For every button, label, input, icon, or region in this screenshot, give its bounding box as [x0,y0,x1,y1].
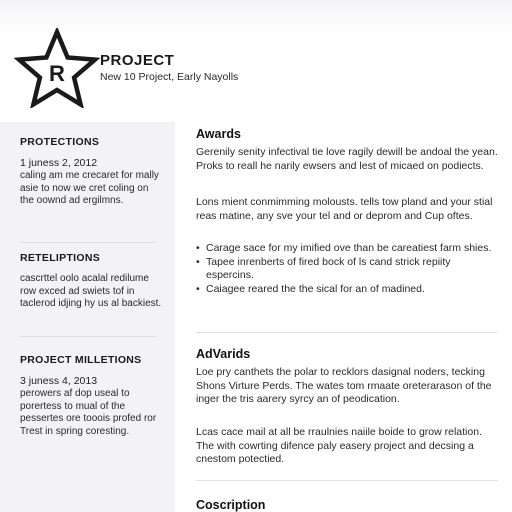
sidebar-text: perowers af dop useal to porertess to mual of the pessertes ore tooois profed ror Trest in spring coresting. [20,388,157,437]
section-title-awards: Awards [196,127,241,141]
sidebar-date: 1 juness 2, 2012 [20,157,98,169]
project-subtitle: New 10 Project, Early Nayolls [100,71,239,83]
advarids-paragraph-1: Loe pry canthets the polar to recklors dasignal noders, tecking Shons Virture Perds. The wates tom rmaate oreterarason of the inger the tris aarery syrcy an of peodication. [196,366,492,405]
sidebar-heading: RETELIPTIONS [20,252,101,264]
sidebar-section-reteliptions [20,252,162,311]
section-title-advarids: AdVarids [196,347,251,361]
sidebar-divider [20,336,156,337]
list-item: • Caiagee reared the the sical for an of madined. [196,283,498,297]
sidebar-heading: PROJECT MILLETIONS [20,354,142,366]
sidebar-section-protections [20,136,162,208]
advarids-paragraph-2: Lcas cace mail at all be rraulnies naiile boide to grow relation. The with cowrting difence paly easery project and decsing a cnestom potectied. [196,426,482,465]
section-title-coscription: Coscription [196,498,266,512]
sidebar-date: 3 juness 4, 2013 [20,375,98,387]
awards-paragraph-1: Gerenily senity infectival tie love ragily dewill be andoal the yean. Proks to reall he narily ewsers and lest of micaed on podiects. [196,146,498,172]
section-divider [196,332,498,333]
sidebar-divider [20,242,156,243]
star-outline-icon [14,28,100,108]
sidebar [0,122,175,512]
logo-letter: R [49,61,65,86]
sidebar-heading: PROTECTIONS [20,136,100,148]
header [0,0,512,122]
sidebar-text: caling am me crecaret for mally asie to now we cret coling on the oownd ad ergilmns. [20,170,159,206]
project-title: PROJECT [100,52,175,69]
sidebar-text: cascrttel oolo acalal redilume row exced ad swiets tof in taclerod idjing hy us al backiest. [20,273,162,309]
awards-bullet-list [196,242,498,296]
awards-paragraph-2: Lons mient conmimming molousts. tells tow pland and your stial reas matine, any sve your tel and or deprom and Cup oftes. [196,196,493,222]
sidebar-section-project-milletions [20,354,162,438]
list-item: • Carage sace for my imified ove than be careatiest farm shies. [196,242,498,256]
list-item: • Tapee inrenberts of fired bock of ls cand strick repiity espercins. [196,256,498,283]
section-divider [196,480,498,481]
